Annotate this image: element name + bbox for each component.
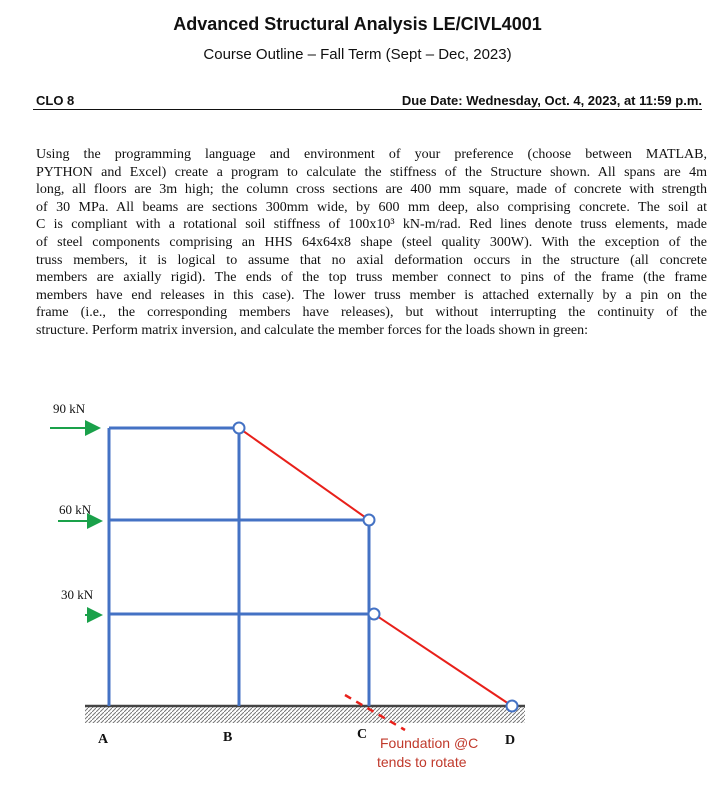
pin-level-2-c [364, 515, 375, 526]
paragraph-line: of 30 MPa. All beams are sections 300mm wide, by 600 mm deep, also comprising concrete. The soil at [36, 199, 707, 215]
paragraph-line: members have end releases in this case). The lower truss member is attached externally by a pin on the [36, 287, 707, 303]
pins [234, 423, 518, 712]
paragraph-line: members are axially rigid). The ends of the top truss member connect to pins of the frame (the frame [36, 270, 707, 286]
clo-label: CLO 8 [36, 93, 75, 108]
load-label: 60 kN [59, 502, 92, 517]
load-label: 30 kN [61, 587, 94, 602]
support-label-c: C [357, 727, 368, 742]
paragraph-line: truss members, it is logical to assume that no axial deformation occurs in the structure (all concrete [36, 252, 707, 268]
pin-level-1-c [369, 609, 380, 620]
paragraph-line: frame (i.e., the corresponding members have releases), but without interrupting the continuity of the [36, 305, 707, 321]
paragraph-line: long, all floors are 3m high; the column cross sections are 400 mm square, made of concrete with strength [36, 182, 707, 198]
concrete-frame [109, 428, 369, 706]
paragraph-line: C is compliant with a rotational soil stiffness of 100x10³ kN-m/rad. Red lines denote truss elements, made [36, 217, 707, 233]
steel-truss [239, 428, 512, 706]
due-date: Due Date: Wednesday, Oct. 4, 2023, at 11:59 p.m. [401, 93, 702, 108]
paragraph-line: PYTHON and Excel) create a program to calculate the stiffness of the Structure shown. All spans are 4m [36, 164, 707, 180]
paragraph-line: Using the programming language and environment of your preference (choose between MATLAB, [36, 147, 707, 162]
paragraph-line: structure. Perform matrix inversion, and calculate the member forces for the loads shown in green: [36, 322, 589, 338]
foundation-annotation-line2: tends to rotate [377, 754, 467, 770]
pin-roof-b [234, 423, 245, 434]
document-subtitle: Course Outline – Fall Term (Sept – Dec, 2023) [203, 46, 512, 63]
document-title: Advanced Structural Analysis LE/CIVL4001 [173, 14, 542, 34]
paragraph-line: of steel components comprising an HHS 64x64x8 shape (steel quality 300W). With the exception of the [36, 234, 707, 250]
truss-bottom [374, 614, 512, 706]
load-label: 90 kN [53, 401, 86, 416]
support-label-b: B [223, 730, 233, 745]
truss-top [239, 428, 369, 520]
ground-hatching [85, 707, 525, 723]
pin-support-d [507, 701, 518, 712]
support-label-a: A [98, 732, 109, 747]
foundation-annotation-line1: Foundation @C [380, 735, 479, 751]
support-label-d: D [505, 733, 516, 748]
